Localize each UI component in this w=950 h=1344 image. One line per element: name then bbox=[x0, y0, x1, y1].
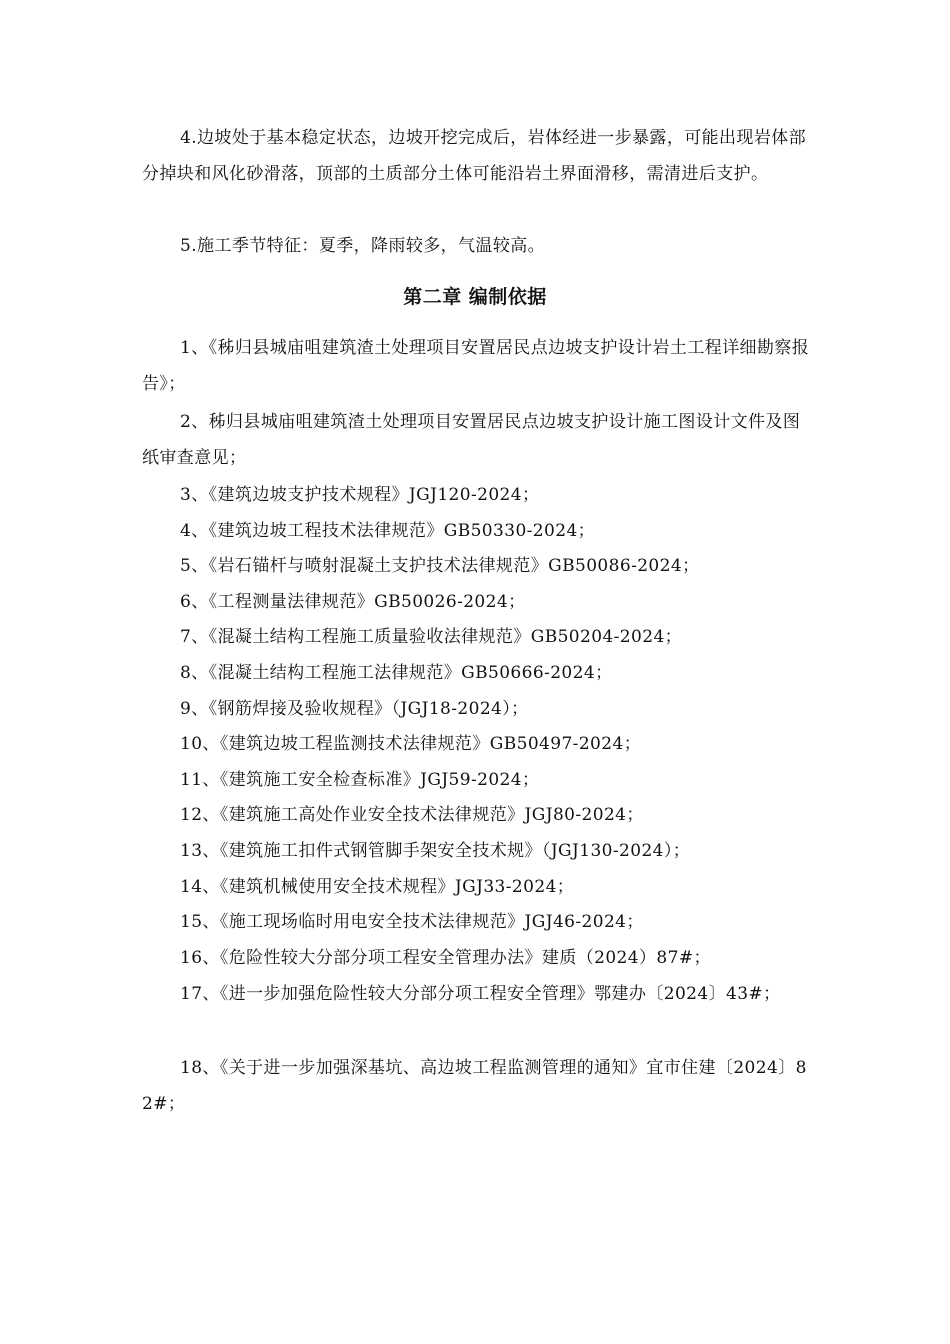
basis-item-8: 8、《混凝土结构工程施工法律规范》GB50666-2024； bbox=[180, 663, 613, 683]
basis-item-2: 2、秭归县城庙咀建筑渣土处理项目安置居民点边坡支护设计施工图设计文件及图纸审查意见； bbox=[142, 412, 801, 468]
basis-item-15: 15、《施工现场临时用电安全技术法律规范》JGJ46-2024； bbox=[180, 912, 644, 932]
basis-item-13: 13、《建筑施工扣件式钢管脚手架安全技术规》（JGJ130-2024）； bbox=[180, 841, 691, 861]
basis-item-5: 5、《岩石锚杆与喷射混凝土支护技术法律规范》GB50086-2024； bbox=[180, 556, 700, 576]
basis-item-7: 7、《混凝土结构工程施工质量验收法律规范》GB50204-2024； bbox=[180, 627, 683, 647]
basis-item-12: 12、《建筑施工高处作业安全技术法律规范》JGJ80-2024； bbox=[180, 805, 644, 825]
basis-item-9: 9、《钢筋焊接及验收规程》（JGJ18-2024）； bbox=[180, 699, 529, 719]
basis-item-18: 18、《关于进一步加强深基坑、高边坡工程监测管理的通知》宜市住建〔2024〕82#； bbox=[142, 1058, 807, 1114]
paragraph-season: 5.施工季节特征：夏季，降雨较多，气温较高。 bbox=[180, 236, 546, 256]
basis-item-3: 3、《建筑边坡支护技术规程》JGJ120-2024； bbox=[180, 485, 540, 505]
basis-item-11: 11、《建筑施工安全检查标准》JGJ59-2024； bbox=[180, 770, 540, 790]
basis-item-6: 6、《工程测量法律规范》GB50026-2024； bbox=[180, 592, 526, 612]
basis-item-4: 4、《建筑边坡工程技术法律规范》GB50330-2024； bbox=[180, 521, 596, 541]
paragraph-slope-stability: 4.边坡处于基本稳定状态，边坡开挖完成后，岩体经进一步暴露，可能出现岩体部分掉块和风化砂滑落，顶部的土质部分土体可能沿岩土界面滑移，需清进后支护。 bbox=[142, 128, 807, 184]
basis-item-10: 10、《建筑边坡工程监测技术法律规范》GB50497-2024； bbox=[180, 734, 642, 754]
basis-item-17: 17、《进一步加强危险性较大分部分项工程安全管理》鄂建办〔2024〕43#； bbox=[180, 984, 781, 1004]
basis-item-16: 16、《危险性较大分部分项工程安全管理办法》建质（2024）87#； bbox=[180, 948, 711, 968]
basis-item-14: 14、《建筑机械使用安全技术规程》JGJ33-2024； bbox=[180, 877, 575, 897]
chapter-title: 第二章 编制依据 bbox=[403, 286, 547, 308]
basis-item-1: 1、《秭归县城庙咀建筑渣土处理项目安置居民点边坡支护设计岩土工程详细勘察报告》； bbox=[142, 338, 810, 394]
